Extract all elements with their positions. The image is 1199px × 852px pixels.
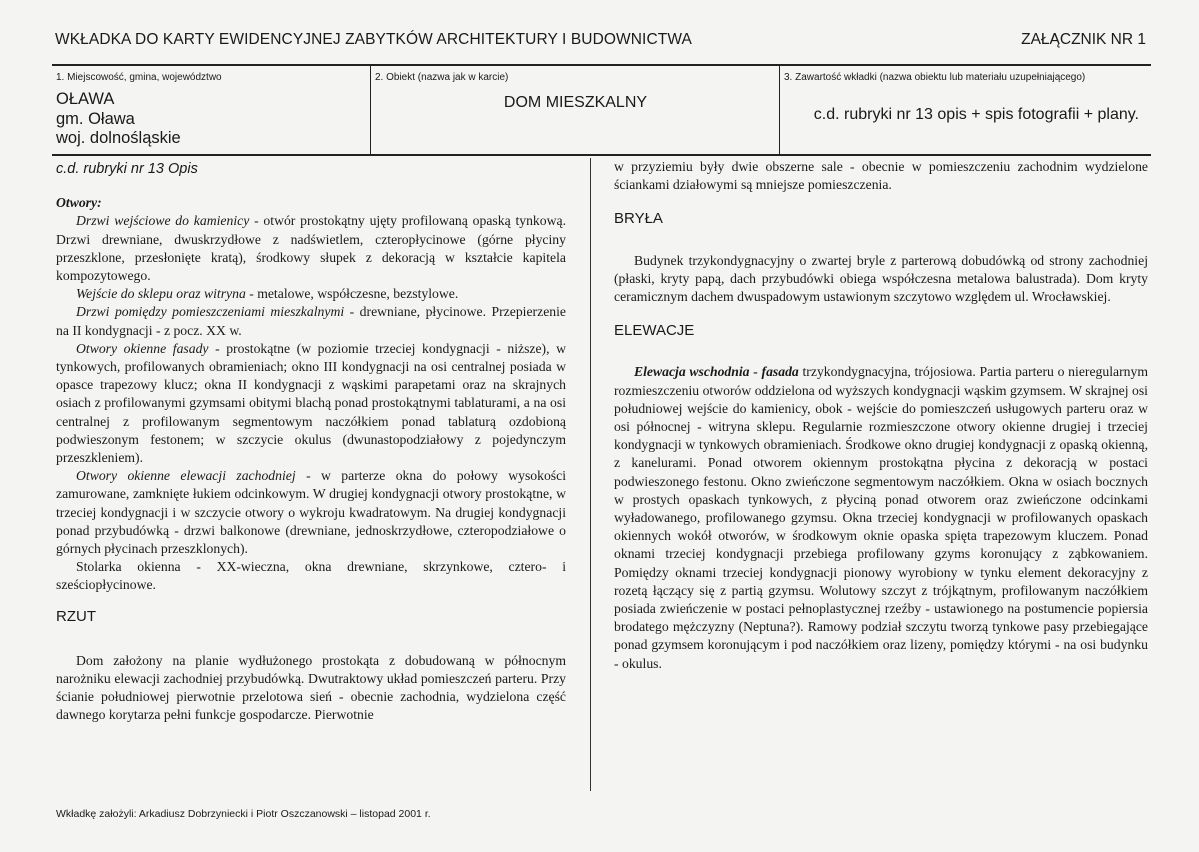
text-west-windows: - w parterze okna do połowy wysokości zamurowane, zamknięte łukiem odcinkowym. W drugiej kondygnacji otwory prostokątne, w trzeciej kondygnacji i w szczycie otwory o wykroju kwadratowym. Na drugiej kondygnacji ponad przybudówką - drzwi balkonowe (drewniane, jednoskrzydłowe, czteropodziałowe o górnych płycinach przeszklonych). [56, 468, 567, 557]
contents-value: c.d. rubryki nr 13 opis + spis fotografii + plany. [813, 106, 1139, 123]
column-divider [590, 158, 591, 791]
term-entrance-door: Drzwi wejściowe do kamienicy [76, 213, 250, 229]
text-facade-windows: - prostokątne (w poziomie trzeciej kondygnacji - niższe), w tynkowych, profilowanych obramieniach; okno III kondygnacji na osi centralnej posiada w opasce trapezowy klucz; okna II kondygnacji z wąskimi parapetami oraz na skrajnych osiach z profilowanymi gzymsami obitymi blachą ponad prostokątnymi tablaturami, a na osi centralnej z profilowanym segmentowym naczółkiem ponad tablaturą ozdobioną podwieszonym festonem; w szczycie okulus (dwunastopodziałowy z pojedynczym przeszkleniem). [56, 340, 566, 466]
annex-label: ZAŁĄCZNIK NR 1 [1021, 31, 1146, 48]
paragraph-interior-doors [56, 303, 566, 339]
massing-heading: BRYŁA [614, 210, 663, 228]
paragraph-shop-entrance [56, 285, 566, 303]
contents-label: 3. Zawartość wkładki (nazwa obiektu lub materiału uzupełniającego) [784, 72, 1086, 83]
paragraph-joinery: Stolarka okienna - XX-wieczna, okna drewniane, skrzynkowe, cztero- i sześciopłycinowe. [56, 559, 566, 593]
paragraph-facade-windows [56, 340, 566, 467]
term-west-windows: Otwory okienne elewacji zachodniej [76, 468, 296, 484]
text-entrance-door: - otwór prostokątny ujęty profilowaną opaską tynkową. Drzwi drewniane, dwuskrzydłowe z nadświetlem, czteropłycinowe (górne płyciny przeszklone, przesłonięte kratą), środkowy słupek z dekoracją w kształcie kapitela kompozytowego. [56, 213, 567, 284]
paragraph-east-elevation [614, 363, 1148, 672]
object-value: DOM MIESZKALNY [503, 94, 648, 111]
right-column [614, 158, 1148, 673]
elevations-heading: ELEWACJE [614, 322, 695, 340]
continuation-subheading: c.d. rubryki nr 13 Opis [56, 161, 198, 177]
paragraph-west-windows [56, 467, 566, 558]
term-facade-windows: Otwory okienne fasady [76, 340, 209, 356]
left-column [56, 160, 566, 725]
text-shop-entrance: - metalowe, współczesne, bezstylowe. [245, 286, 459, 302]
paragraph-plan: Dom założony na planie wydłużonego prostokąta z dobudowaną w północnym narożniku elewacji zachodniej przybudówką. Dwutraktowy układ pomieszczeń parteru. Przy ścianie południowej pierwotnie przelotowa sień - obecnie zachodnia, wydzielona część dawnego korytarza pełni funkcje gospodarcze. Pierwotnie [56, 652, 566, 723]
openings-heading: Otwory: [56, 195, 102, 211]
location-label: 1. Miejscowość, gmina, województwo [56, 72, 222, 83]
text-east-elevation: trzykondygnacyjna, trójosiowa. Partia parteru o nieregularnym rozmieszczeniu otworów oddzielona od wyższych kondygnacji wąskim gzymsem. W skrajnej osi południowej wejście do kamienicy, obok - wejście do pomieszczeń usługowych parteru oraz w osi północnej - witryna sklepu. Regularnie rozmieszczone otwory okienne drugiej i trzeciej kondygnacji w tynkowych obramieniach. Środkowe okno drugiej kondygnacji z opaską okienną, z kanelurami. Ponad otworem okiennym prostokątna płycina z dekoracją w postaci podwieszonego festonu. Okno zwieńczone segmentowym naczółkiem. Okna w osiach bocznych w prostych opaskach tynkowych, z płyciną ponad otworem oraz zwieńczone odcinkami wyładowanego, profilowanego gzymsu. Okna trzeciej kondygnacji w profilowanych opaskach okiennych wokół otworów, w środkowym oknie opaska spięta trapezowym kluczem. Ponad oknami trzeciej kondygnacji przebiega profilowany gzyms koronujący z ząbkowaniem. Pomiędzy oknami trzeciej kondygnacji pionowy wyrobiony w tynku element dekoracyjny z rozetą łączący się z partią gzymsu. Wolutowy szczyt z trójkątnym, profilowanym naczółkiem posiada zwieńczenie w postaci pełnoplastycznej rzeźby - ustawionego na postumencie popiersia brodatego mężczyzny (Neptuna?). Ramowy podział szczytu tworzą tynkowe pasy przebiegające ponad gzymsem koronującym i pod naczółkiem oraz lizeny, pomiędzy którymi - na osi budynku - okulus. [614, 364, 1148, 671]
object-label: 2. Obiekt (nazwa jak w karcie) [375, 72, 509, 83]
commune-value: gm. Oława [56, 110, 135, 128]
location-cell [52, 66, 368, 154]
text-interior-doors: - drewniane, płycinowe. Przepierzenie na II kondygnacji - z pocz. XX w. [56, 304, 566, 338]
paragraph-massing: Budynek trzykondygnacyjny o zwartej bryle z parterową dobudówką od strony zachodniej (płaski, kryty papą, dach przybudówki obiega współczesna metalowa balustrada). Dom kryty ceramicznym dachem dwuspadowym ustawionym szczytowo względem ul. Wrocławskiej. [614, 252, 1148, 305]
town-value: OŁAWA [56, 90, 115, 108]
term-interior-doors: Drzwi pomiędzy pomieszczeniami mieszkalnymi [76, 304, 345, 320]
paragraph-plan-continued: w przyziemiu były dwie obszerne sale - obecnie w pomieszczeniu zachodnim wydzielone ściankami działowymi są mniejsze pomieszczenia. [614, 159, 1148, 193]
contents-cell [779, 66, 1151, 154]
object-cell [370, 66, 780, 154]
document-title: WKŁADKA DO KARTY EWIDENCYJNEJ ZABYTKÓW ARCHITEKTURY I BUDOWNICTWA [55, 31, 692, 48]
term-east-elevation: Elewacja wschodnia - fasada [634, 364, 799, 380]
authors-footer: Wkładkę założyli: Arkadiusz Dobrzyniecki i Piotr Oszczanowski – listopad 2001 r. [56, 808, 431, 820]
plan-heading: RZUT [56, 607, 96, 625]
info-table [52, 64, 1151, 156]
term-shop-entrance: Wejście do sklepu oraz witryna [76, 286, 246, 302]
voivodeship-value: woj. dolnośląskie [56, 129, 181, 147]
paragraph-entrance-door [56, 212, 566, 285]
